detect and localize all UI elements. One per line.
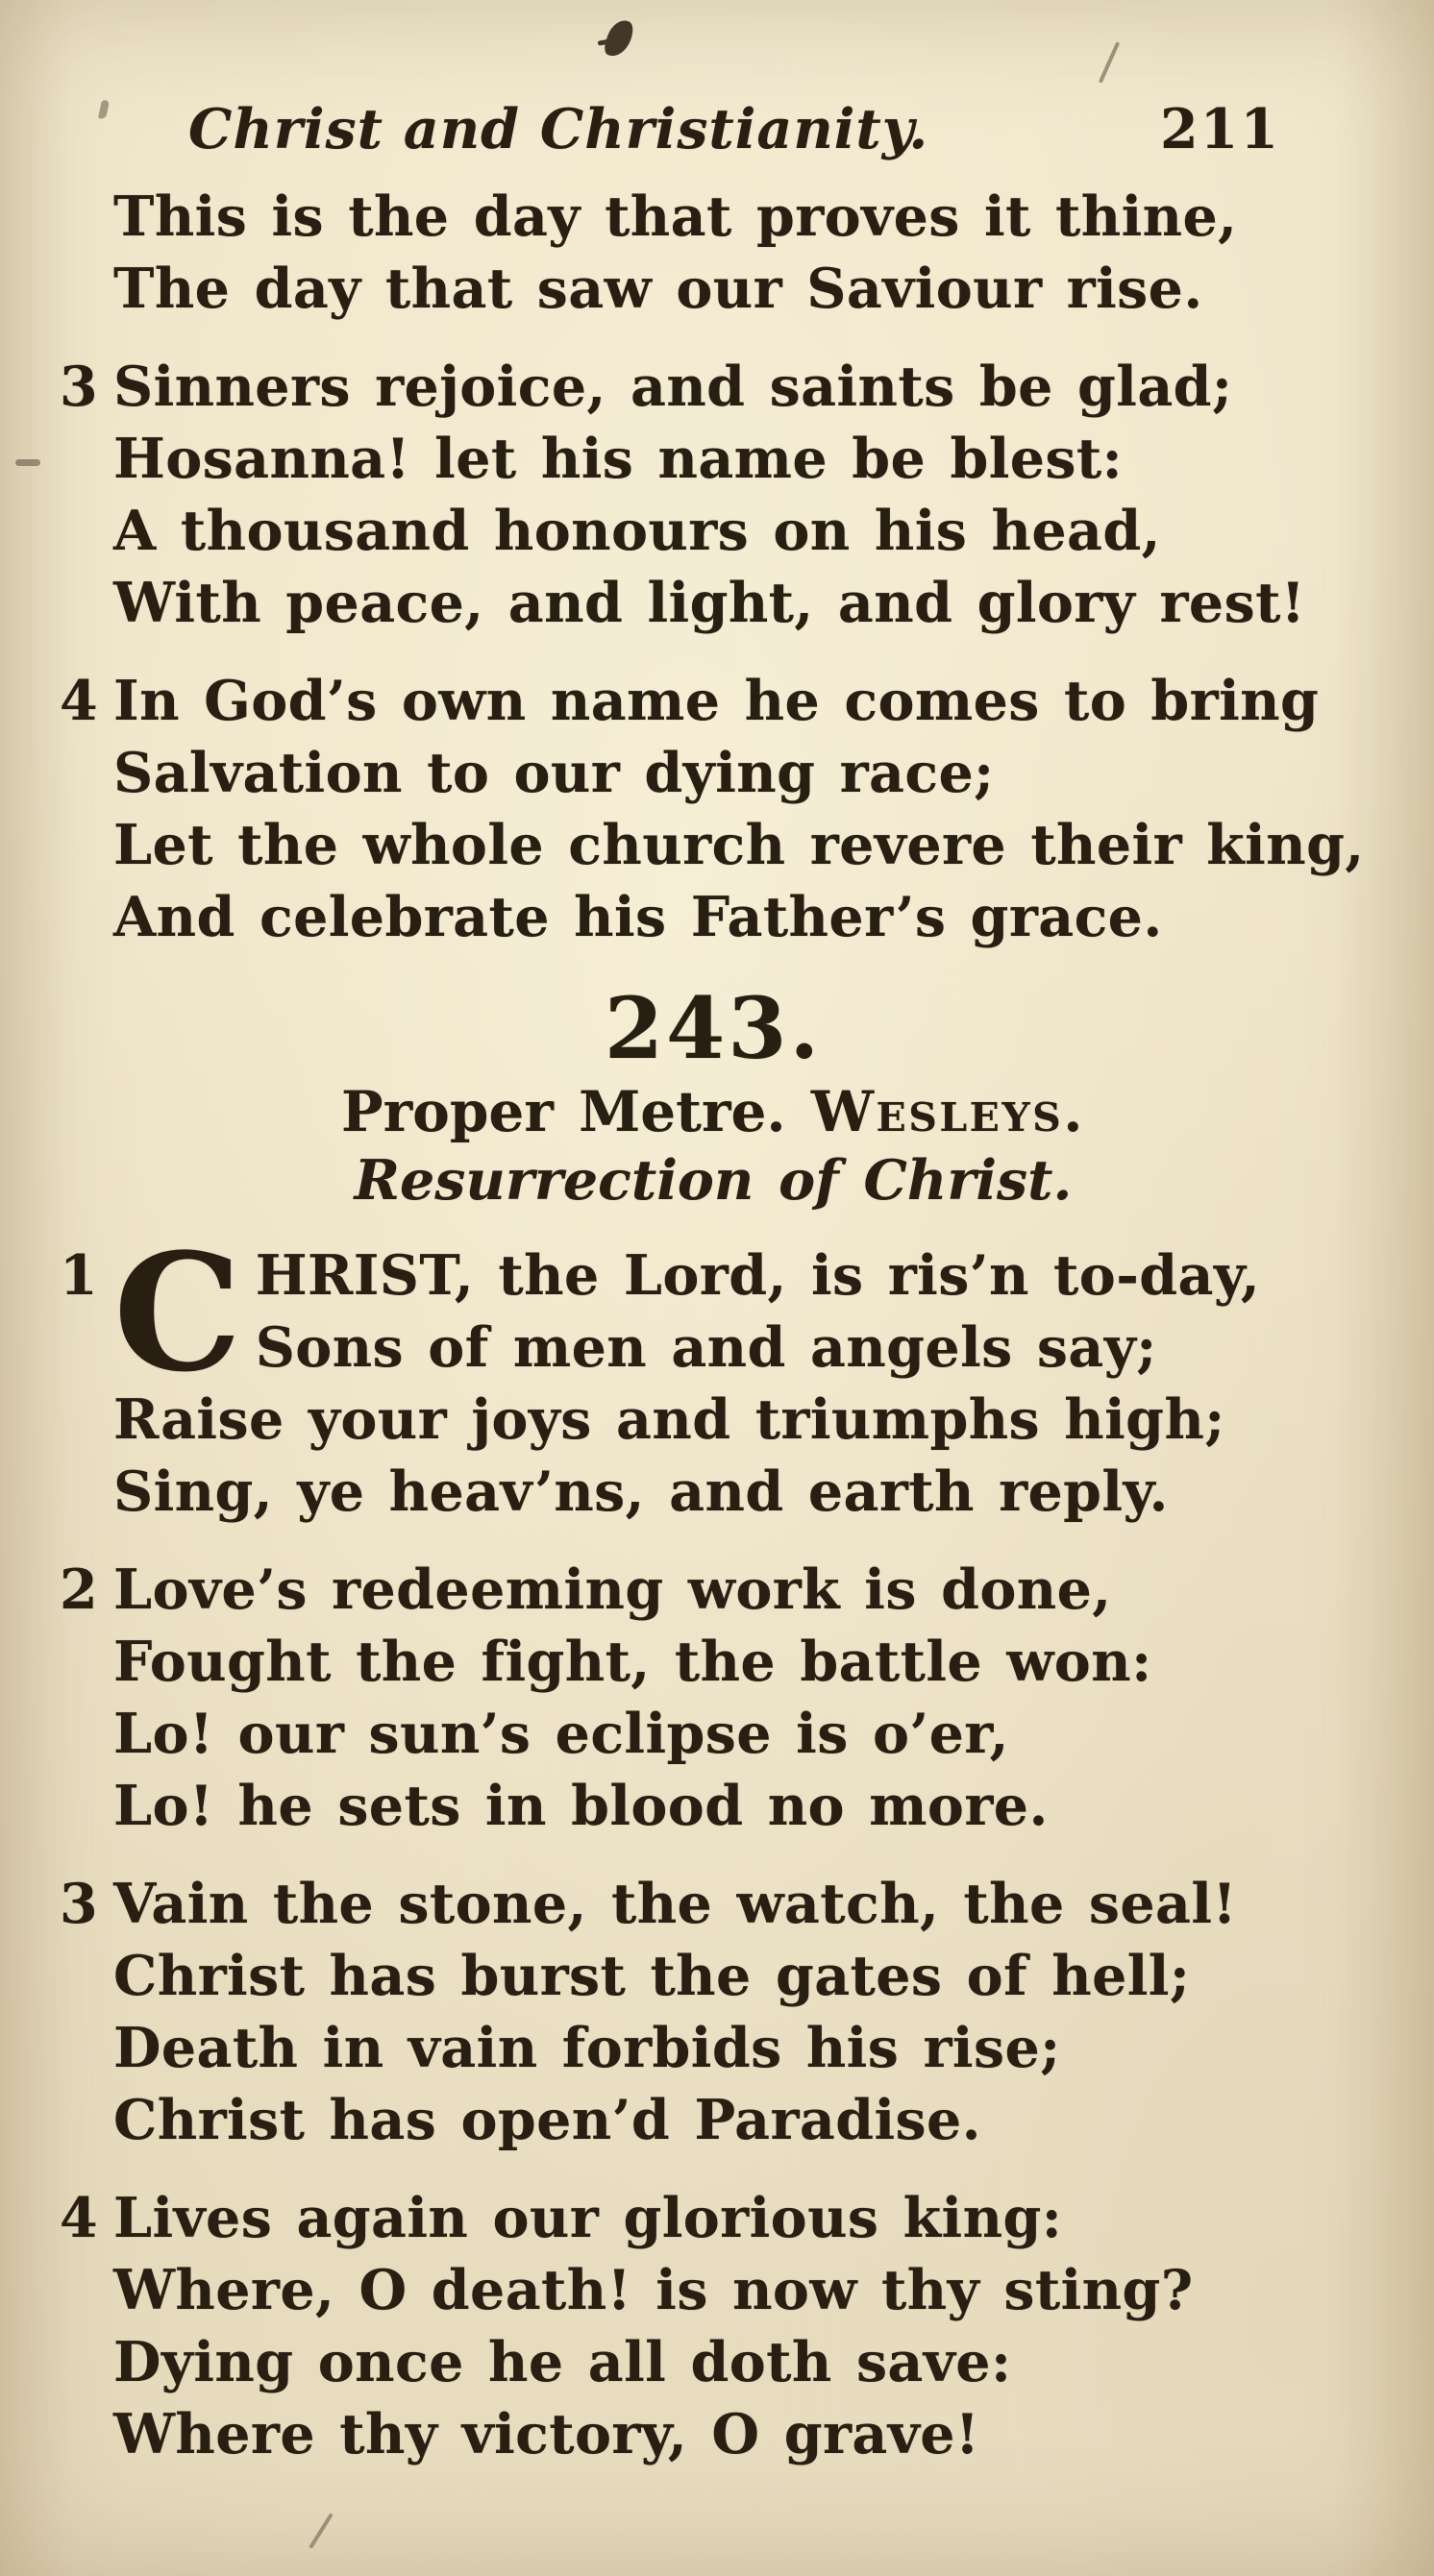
scratch-mark-icon <box>1099 41 1120 84</box>
hymn-meta <box>60 1076 1367 1147</box>
stanza-lines <box>113 2182 1367 2470</box>
verse-line: Fought the fight, the battle won: <box>113 1630 1152 1694</box>
verse-line: Salvation to our dying race; <box>113 741 995 805</box>
stanza-number: 4 <box>60 669 98 733</box>
verse-line: Christ has burst the gates of hell; <box>113 1944 1191 2008</box>
verse-line: Death in vain forbids his rise; <box>113 2016 1061 2080</box>
stanza-3 <box>60 351 1367 639</box>
stanza-lines <box>113 1217 1367 1528</box>
stanza-number: 3 <box>60 1872 98 1936</box>
hymn-continuation <box>60 181 1367 953</box>
scratch-mark-bottom-icon <box>309 2513 334 2549</box>
stanza-number: 2 <box>60 1558 98 1622</box>
stanza-2 <box>60 1554 1367 1842</box>
verse-line: Let the whole church revere their king, <box>113 813 1365 877</box>
verse-line: And celebrate his Father’s grace. <box>113 885 1163 949</box>
verse-line: A thousand honours on his head, <box>113 499 1161 563</box>
stanza-lines <box>113 1554 1367 1842</box>
page-header <box>0 92 1434 169</box>
stanza-4 <box>60 665 1367 953</box>
page-number: 211 <box>1160 97 1280 161</box>
stanza-lines <box>113 665 1367 953</box>
verse-line: Lives again our glorious king: <box>113 2186 1063 2250</box>
verse-line: Sons of men and angels say; <box>255 1315 1157 1380</box>
verse-line: Where thy victory, O grave! <box>113 2402 980 2466</box>
stanza-number: 1 <box>60 1243 98 1308</box>
running-title: Christ and Christianity. <box>188 97 929 161</box>
hymn-title: Resurrection of Christ. <box>354 1148 1073 1213</box>
stanza-unnumbered <box>60 181 1367 325</box>
verse-line: In God’s own name he comes to bring <box>113 669 1320 733</box>
hymn-number: 243. <box>604 978 823 1078</box>
ink-blot-icon <box>602 16 636 61</box>
verse-line: Lo! he sets in blood no more. <box>113 1774 1049 1838</box>
margin-dash-icon <box>15 459 40 466</box>
stanza-3 <box>60 1868 1367 2156</box>
hymn-metre: Proper Metre. <box>341 1079 786 1144</box>
page-body <box>60 181 1367 2496</box>
verse-line: Sinners rejoice, and saints be glad; <box>113 355 1233 419</box>
hymn-243-body <box>60 1217 1367 2470</box>
verse-line: HRIST, the Lord, is ris’n to-day, <box>255 1243 1261 1308</box>
dropcap-row <box>113 1217 1367 1408</box>
hymn-heading <box>60 980 1367 1214</box>
verse-line: Hosanna! let his name be blest: <box>113 427 1124 491</box>
dropcap-lines <box>256 1239 1367 1384</box>
stanza-4 <box>60 2182 1367 2470</box>
stanza-number: 3 <box>60 355 98 419</box>
stanza-1 <box>60 1217 1367 1528</box>
stanza-number: 4 <box>60 2186 98 2250</box>
verse-line: Dying once he all doth save: <box>113 2330 1012 2394</box>
verse-line: Raise your joys and triumphs high; <box>113 1387 1225 1452</box>
verse-line: The day that saw our Saviour rise. <box>113 257 1203 321</box>
verse-line: Where, O death! is now thy sting? <box>113 2258 1194 2322</box>
stanza-lines <box>113 351 1367 639</box>
verse-line: Christ has open’d Paradise. <box>113 2088 981 2152</box>
verse-line: Vain the stone, the watch, the seal! <box>113 1872 1237 1936</box>
stanza-lines <box>113 1868 1367 2156</box>
verse-line: With peace, and light, and glory rest! <box>113 571 1306 635</box>
stanza-number <box>60 181 113 325</box>
verse-line: Lo! our sun’s eclipse is o’er, <box>113 1702 1009 1766</box>
hymn-author: Wesleys. <box>810 1079 1085 1144</box>
verse-line: This is the day that proves it thine, <box>113 184 1238 249</box>
drop-cap-initial: C <box>113 1217 242 1408</box>
stanza-lines <box>113 181 1367 325</box>
verse-line: Love’s redeeming work is done, <box>113 1558 1112 1622</box>
verse-line: Sing, ye heav’ns, and earth reply. <box>113 1460 1169 1524</box>
